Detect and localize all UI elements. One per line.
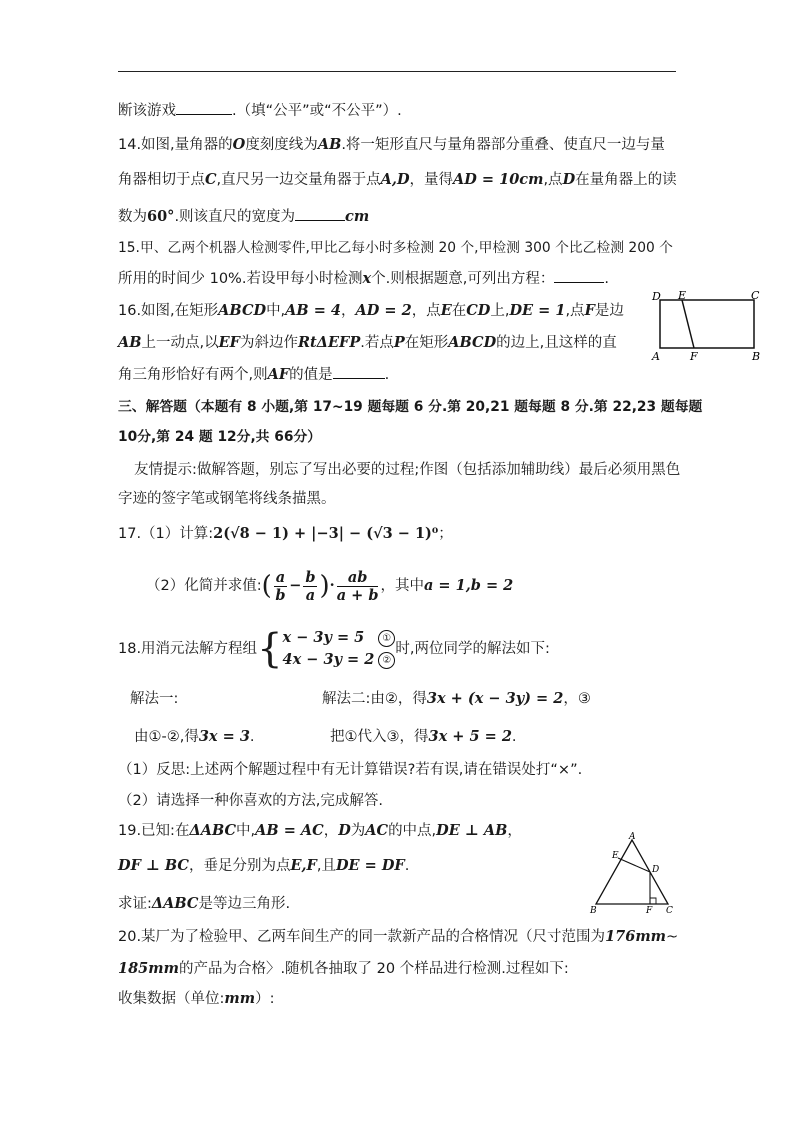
q18-reflect: （1）反思:上述两个解题过程中有无计算错误?若有误,请在错误处打“×”.	[118, 762, 583, 778]
section-3-title: 三、解答题（本题有 8 小题,第 17~19 题每题 6 分.第 20,21 题每题 8 分.第 22,23 题每题	[118, 399, 703, 415]
q15-line-1: 15.甲、乙两个机器人检测零件,甲比乙每小时多检测 20 个,甲检测 300 个比乙检测 200 个	[118, 240, 673, 256]
header-rule	[118, 71, 676, 72]
q19-line-3: 求证:ΔABC是等边三角形.	[118, 895, 291, 912]
q18-method-1-step: 由①-②,得3x = 3.	[134, 728, 255, 745]
q19-line-2: DF ⊥ BC，垂足分别为点E,F,且DE = DF.	[118, 857, 410, 874]
label-d: D	[652, 865, 660, 875]
label-f: F	[690, 350, 698, 363]
label-e: E	[612, 851, 619, 861]
q18-intro: 18.用消元法解方程组{ x − 3y = 5 ① 4x − 3y = 2 ② 时,两位同学的解法如下:	[118, 626, 550, 672]
label-c: C	[751, 289, 760, 302]
q16-line-1: 16.如图,在矩形ABCD中,AB = 4，AD = 2，点E在CD上,DE = 1,点F是边	[118, 302, 624, 319]
q17-part-2: （2）化简并求值:( $\frac{a}{b}$ − $\frac{b}{a}$ )· $\frac{ab}{a + b}$ ，其中a = 1,b = 2	[146, 568, 514, 604]
q17-part-1: 17.（1）计算:2(√8 − 1) + |−3| − (√3 − 1)⁰；	[118, 525, 453, 542]
tip-line-1: 友情提示:做解答题，别忘了写出必要的过程;作图（包括添加辅助线）最后必须用黑色	[134, 462, 681, 478]
q18-method-2-title: 解法二:由②，得3x + (x − 3y) = 2，③	[322, 690, 591, 707]
section-3-title-2: 10分,第 24 题 12分,共 66分）	[118, 429, 322, 445]
rectangle-figure	[648, 288, 768, 364]
q20-line-1: 20.某厂为了检验甲、乙两车间生产的同一款新产品的合格情况（尺寸范围为176mm~	[118, 928, 679, 945]
answer-blank[interactable]	[554, 268, 604, 283]
q20-line-2: 185mm的产品为合格〉.随机各抽取了 20 个样品进行检测.过程如下:	[118, 960, 569, 977]
q15-line-2: 所用的时间少 10%.若设甲每小时检测x个.则根据题意,可列出方程： .	[118, 270, 609, 287]
answer-blank[interactable]	[176, 100, 232, 115]
q14-line-1: 14.如图,量角器的O度刻度线为AB.将一矩形直尺与量角器部分重叠、使直尺一边与量	[118, 136, 665, 153]
label-f: F	[646, 906, 653, 916]
label-a: A	[652, 350, 660, 363]
label-c: C	[666, 906, 673, 916]
label-b: B	[590, 906, 597, 916]
label-b: B	[752, 350, 761, 363]
q16-line-2: AB上一动点,以EF为斜边作RtΔEFP.若点P在矩形ABCD的边上,且这样的直	[118, 334, 617, 351]
q20-line-3: 收集数据（单位:mm）:	[118, 990, 275, 1007]
triangle-figure	[584, 832, 676, 916]
segment-de	[618, 858, 650, 872]
line-fairness: 断该游戏 .（填“公平”或“不公平”）.	[118, 100, 402, 121]
q18-solve: （2）请选择一种你喜欢的方法,完成解答.	[118, 793, 383, 809]
answer-blank[interactable]	[333, 364, 385, 379]
label-d: D	[652, 290, 661, 303]
q18-method-1-title: 解法一:	[130, 691, 179, 707]
q16-line-3: 角三角形恰好有两个,则AF的值是 .	[118, 366, 390, 383]
answer-blank[interactable]	[295, 206, 345, 221]
q14-line-3: 数为60°.则该直尺的宽度为 cm	[118, 208, 370, 225]
right-angle-mark	[650, 898, 656, 904]
tip-line-2: 字迹的签字笔或钢笔将线条描黑。	[118, 491, 336, 507]
rectangle-abcd	[660, 300, 754, 348]
q19-line-1: 19.已知:在ΔABC中,AB = AC，D为AC的中点,DE ⊥ AB，	[118, 822, 522, 839]
segment-ef	[682, 300, 694, 348]
label-a: A	[629, 832, 636, 842]
q14-line-2: 角器相切于点C,直尺另一边交量角器于点A,D，量得AD = 10cm,点D在量角器上的读	[118, 171, 677, 188]
q18-method-2-step: 把①代入③，得3x + 5 = 2.	[330, 728, 517, 745]
label-e: E	[678, 289, 687, 302]
